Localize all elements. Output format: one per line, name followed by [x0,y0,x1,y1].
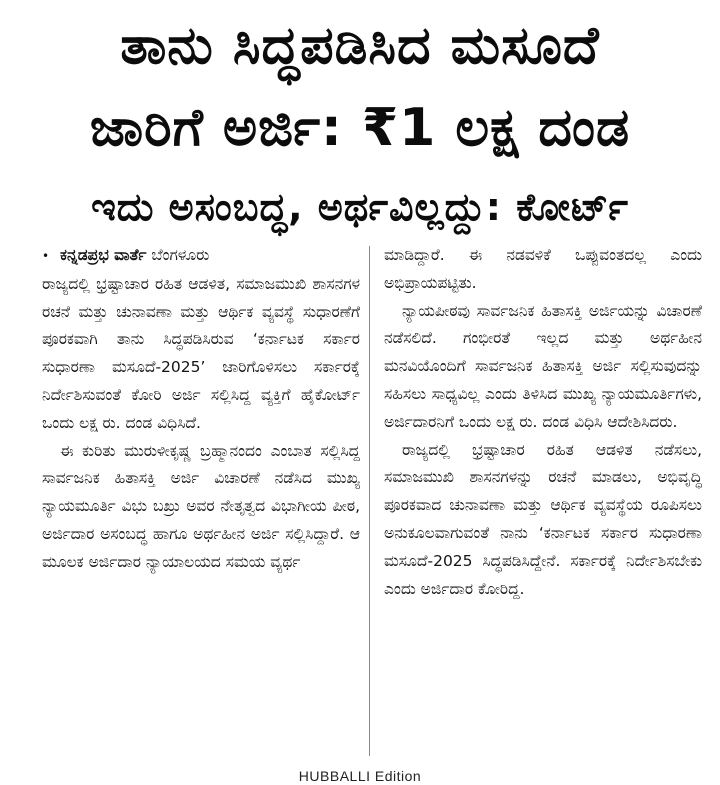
article-column-right [384,242,702,603]
subheadline: ಇದು ಅಸಂಬದ್ಧ, ಅರ್ಥವಿಲ್ಲದ್ದು: ಕೋರ್ಟ್ [91,185,629,229]
article-paragraph: ಮಾಡಿದ್ದಾರೆ. ಈ ನಡವಳಿಕೆ ಒಪ್ಪುವಂತದಲ್ಲ ಎಂದು ಅಭಿಪ್ರಾಯಪಟ್ಟಿತು. [384,246,702,292]
headline-line-1: ತಾನು ಸಿದ್ಧಪಡಿಸಿದ ಮಸೂದೆ [120,16,600,76]
edition-label: HUBBALLI Edition [298,768,422,784]
article-paragraph: ರಾಜ್ಯದಲ್ಲಿ ಭ್ರಷ್ಟಾಚಾರ ರಹಿತ ಆಡಳಿತ, ಸಮಾಜಮುಖಿ ಶಾಸನಗಳ ರಚನೆ ಮತ್ತು ಚುನಾವಣಾ ಮತ್ತು ಆರ್ಥಿಕ ವ್ಯವಸ್ಥೆ ಸುಧಾರಣೆಗೆ ಪೂರಕವಾಗಿ ತಾನು ಸಿದ್ಧಪಡಿಸಿರುವ ‘ಕರ್ನಾಟಕ ಸರ್ಕಾರ ಸುಧಾರಣಾ ಮಸೂದೆ-2025’ ಜಾರಿಗೊಳಿಸಲು ಸರ್ಕಾರಕ್ಕೆ ನಿರ್ದೇಶಿಸುವಂತೆ ಕೋರಿ ಅರ್ಜಿ ಸಲ್ಲಿಸಿದ್ದ ವ್ಯಕ್ತಿಗೆ ಹೈಕೋರ್ಟ್ ಒಂದು ಲಕ್ಷ ರು. ದಂಡ ವಿಧಿಸಿದೆ. [42,274,360,432]
column-divider [369,246,370,756]
byline-city: ಬೆಂಗಳೂರು [151,246,210,264]
byline-agency: ಕನ್ನಡಪ್ರಭ ವಾರ್ತೆ [60,246,147,264]
headline-line-2: ಜಾರಿಗೆ ಅರ್ಜಿ: ₹1 ಲಕ್ಷ ದಂಡ [89,98,631,158]
article-paragraph: ನ್ಯಾಯಪೀಠವು ಸಾರ್ವಜನಿಕ ಹಿತಾಸಕ್ತಿ ಅರ್ಜಿಯನ್ನು ವಿಚಾರಣೆ ನಡೆಸಲಿದೆ. ಗಂಭೀರತೆ ಇಲ್ಲದ ಮತ್ತು ಅರ್ಥಹೀನ ಮನವಿಯೊಂದಿಗೆ ಸಾರ್ವಜನಿಕ ಹಿತಾಸಕ್ತಿ ಅರ್ಜಿ ಸಲ್ಲಿಸುವುದನ್ನು ಸಹಿಸಲು ಸಾಧ್ಯವಿಲ್ಲ ಎಂದು ತಿಳಿಸಿದ ಮುಖ್ಯ ನ್ಯಾಯಮೂರ್ತಿಗಳು, ಅರ್ಜಿದಾರನಿಗೆ ಒಂದು ಲಕ್ಷ ರು. ದಂಡ ವಿಧಿಸಿ ಆದೇಶಿಸಿದರು. [384,301,702,431]
article-paragraph: ಈ ಕುರಿತು ಮುರುಳೀಕೃಷ್ಣ ಬ್ರಹ್ಮಾನಂದಂ ಎಂಬಾತ ಸಲ್ಲಿಸಿದ್ದ ಸಾರ್ವಜನಿಕ ಹಿತಾಸಕ್ತಿ ಅರ್ಜಿ ವಿಚಾರಣೆ ನಡೆಸಿದ ಮುಖ್ಯ ನ್ಯಾಯಮೂರ್ತಿ ವಿಭು ಬಖ್ರು ಅವರ ನೇತೃತ್ವದ ವಿಭಾಗೀಯ ಪೀಠ, ಅರ್ಜಿದಾರ ಅಸಂಬದ್ಧ ಹಾಗೂ ಅರ್ಥಹೀನ ಅರ್ಜಿ ಸಲ್ಲಿಸಿದ್ದಾರೆ. ಆ ಮೂಲಕ ಅರ್ಜಿದಾರ ನ್ಯಾಯಾಲಯದ ಸಮಯ ವ್ಯರ್ಥ [42,441,360,571]
article-paragraph: ರಾಜ್ಯದಲ್ಲಿ ಭ್ರಷ್ಟಾಚಾರ ರಹಿತ ಆಡಳಿತ ನಡೆಸಲು, ಸಮಾಜಮುಖಿ ಶಾಸನಗಳನ್ನು ರಚನೆ ಮಾಡಲು, ಅಭಿವೃದ್ಧಿ ಪೂರಕವಾದ ಚುನಾವಣಾ ಮತ್ತು ಆರ್ಥಿಕ ವ್ಯವಸ್ಥೆಯ ರೂಪಿಸಲು ಅನುಕೂಲವಾಗುವಂತೆ ನಾನು ‘ಕರ್ನಾಟಕ ಸರ್ಕಾರ ಸುಧಾರಣಾ ಮಸೂದೆ-2025 ಸಿದ್ಧಪಡಿಸಿದ್ದೇನೆ. ಸರ್ಕಾರಕ್ಕೆ ನಿರ್ದೇಶಿಸಬೇಕು ಎಂದು ಅರ್ಜಿದಾರ ಕೋರಿದ್ದ. [384,440,702,598]
article-column-left [42,242,360,577]
bullet-icon: • [42,249,50,263]
byline [42,242,360,271]
